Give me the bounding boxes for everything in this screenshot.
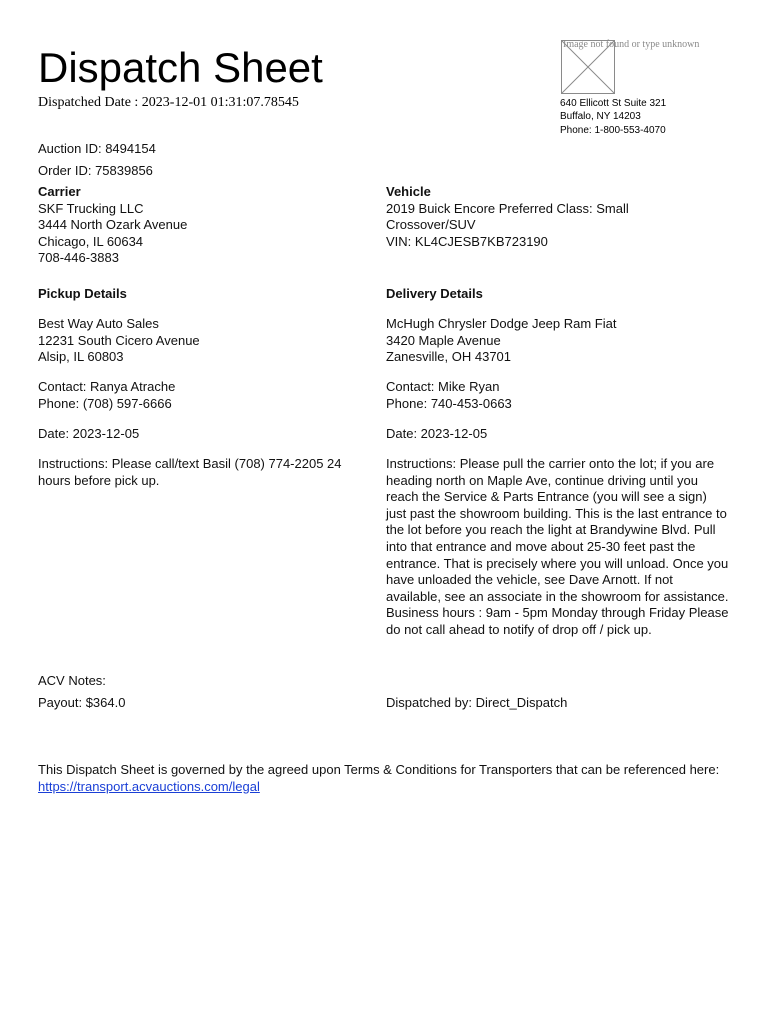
delivery-heading: Delivery Details bbox=[386, 286, 483, 301]
carrier-street: 3444 North Ozark Avenue bbox=[38, 217, 188, 233]
pickup-address-name: Best Way Auto Sales bbox=[38, 316, 159, 331]
pickup-date: Date: 2023-12-05 bbox=[38, 426, 140, 441]
legal-link[interactable]: https://transport.acvauctions.com/legal bbox=[38, 778, 260, 794]
vehicle-description: 2019 Buick Encore Preferred Class: Small Crossover/SUV bbox=[386, 200, 629, 233]
pickup-contact: Contact: Ranya Atrache bbox=[38, 379, 176, 394]
delivery-contact-block bbox=[386, 379, 731, 412]
company-phone: Phone: 1-800-553-4070 bbox=[560, 124, 666, 136]
company-address-line: Buffalo, NY 14203 bbox=[560, 111, 641, 123]
delivery-contact: Contact: Mike Ryan bbox=[386, 379, 500, 394]
carrier-city: Chicago, IL 60634 bbox=[38, 233, 144, 249]
page-title: Dispatch Sheet bbox=[38, 44, 323, 91]
legal-text: This Dispatch Sheet is governed by the agreed upon Terms & Conditions for Transporters that can be referenced here: bbox=[38, 762, 720, 777]
delivery-date: Date: 2023-12-05 bbox=[386, 426, 488, 441]
delivery-address-name: McHugh Chrysler Dodge Jeep Ram Fiat bbox=[386, 316, 617, 331]
delivery-phone: Phone: 740-453-0663 bbox=[386, 395, 512, 411]
delivery-address-city: Zanesville, OH 43701 bbox=[386, 349, 512, 365]
vehicle-heading: Vehicle bbox=[386, 184, 431, 199]
delivery-address bbox=[386, 316, 731, 366]
delivery-address-street: 3420 Maple Avenue bbox=[386, 332, 501, 348]
auction-id: Auction ID: 8494154 bbox=[38, 141, 156, 156]
legal-notice bbox=[38, 762, 728, 795]
pickup-address-city: Alsip, IL 60803 bbox=[38, 349, 124, 365]
pickup-address-street: 12231 South Cicero Avenue bbox=[38, 332, 200, 348]
payout: Payout: $364.0 bbox=[38, 695, 126, 710]
carrier-section bbox=[38, 184, 358, 267]
carrier-heading: Carrier bbox=[38, 184, 81, 199]
pickup-heading: Pickup Details bbox=[38, 286, 127, 301]
carrier-name: SKF Trucking LLC bbox=[38, 200, 144, 216]
vehicle-section bbox=[386, 184, 656, 250]
company-address bbox=[560, 97, 666, 137]
vehicle-vin: VIN: KL4CJESB7KB723190 bbox=[386, 233, 548, 249]
logo-alt-text: Image not found or type unknown bbox=[563, 39, 700, 50]
dispatched-by: Dispatched by: Direct_Dispatch bbox=[386, 695, 568, 710]
delivery-instructions: Instructions: Please pull the carrier onto the lot; if you are heading north on Maple Ave, continue driving until you reach the Service & Parts Entrance (you will see a sign) just past the showroom building. This is the last entrance to the lot before you reach the light at Brandywine Blvd. Pull into that entrance and move about 25-30 feet past the entrance. That is precisely where you will unload. Once you have unloaded the vehicle, see Dave Arnott. If not available, see an associate in the showroom for assistance. Business hours : 9am - 5pm Monday through Friday Please do not call ahead to notify of drop off / pick up. bbox=[386, 456, 729, 637]
pickup-contact-block bbox=[38, 379, 358, 412]
pickup-phone: Phone: (708) 597-6666 bbox=[38, 395, 172, 411]
pickup-address bbox=[38, 316, 358, 366]
dispatched-date: Dispatched Date : 2023-12-01 01:31:07.78545 bbox=[38, 95, 299, 110]
acv-notes: ACV Notes: bbox=[38, 673, 106, 688]
order-id: Order ID: 75839856 bbox=[38, 163, 153, 178]
company-address-line: 640 Ellicott St Suite 321 bbox=[560, 98, 667, 109]
carrier-phone: 708-446-3883 bbox=[38, 250, 119, 266]
pickup-instructions: Instructions: Please call/text Basil (708) 774-2205 24 hours before pick up. bbox=[38, 456, 342, 488]
